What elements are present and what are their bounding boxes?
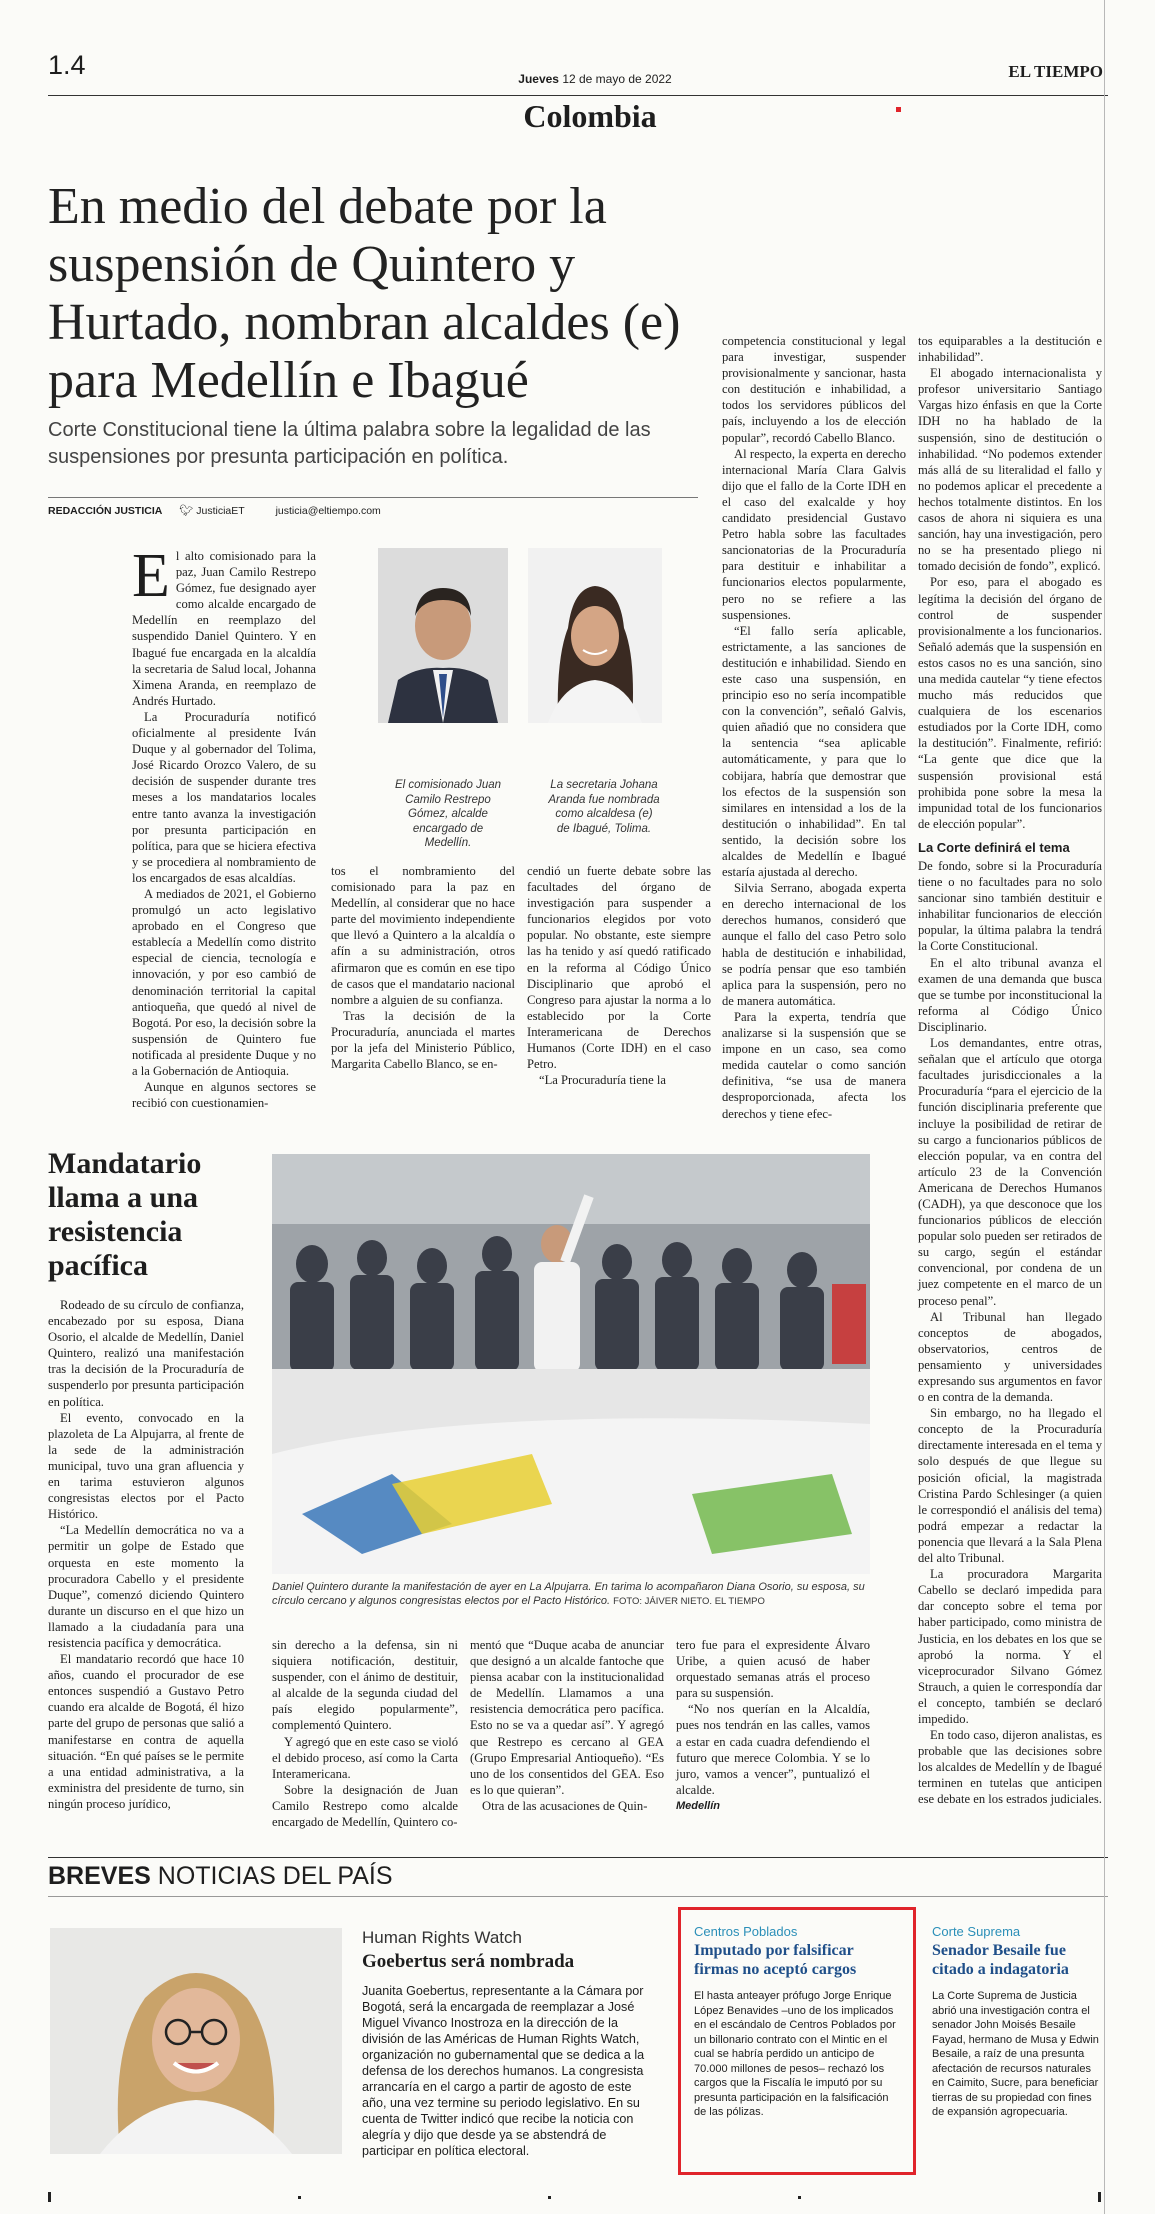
sidebar-headline: Mandatario llama a una resistencia pacífica <box>48 1147 202 1282</box>
breve-title: Senador Besaile fue citado a indagatoria <box>932 1942 1069 1978</box>
breve-title: Goebertus será nombrada <box>362 1951 575 1972</box>
photo-restrepo <box>378 548 508 723</box>
paragraph: En todo caso, dijeron analistas, es probable que las decisiones sobre los alcaldes de Medellín y de Ibagué terminen en tutelas que anticipen ese debate en los estrados judiciales. <box>918 1728 1102 1807</box>
sidebar-column-1 <box>48 1297 244 1812</box>
breve-centros-poblados <box>694 1924 900 2120</box>
page-edge-line <box>1104 0 1105 2214</box>
byline <box>48 497 698 517</box>
sidebar-column-4 <box>676 1637 870 1798</box>
section-title: Colombia <box>523 98 657 134</box>
article-column-4 <box>722 333 906 1122</box>
paragraph: En el alto tribunal avanza el examen de una demanda que busca que se tumbe por inconstitucional la reforma al Código Único Disciplinario. <box>918 955 1102 1034</box>
breves-label <box>48 1862 393 1891</box>
portrait-woman-icon <box>528 548 662 723</box>
article-column-1 <box>132 542 316 1111</box>
paragraph: mentó que “Duque acaba de anunciar que designó a un alcalde fantoche que piensa acabar con la institucionalidad de Medellín. Llamamos a una resistencia democrática pero pacífica. Esto no se va a quedar así”. Y agregó que Restrepo es cercano al GEA (Grupo Empresarial Antioqueño). “Es uno de los consentidos del GEA. Eso es lo que quieran”. <box>470 1638 664 1797</box>
dateline-date: 12 de mayo de 2022 <box>562 72 672 86</box>
rally-photo <box>272 1154 870 1574</box>
breve-body: Juanita Goebertus, representante a la Cámara por Bogotá, será la encargada de reemplazar a José Miguel Vivanco Inostroza en la dirección de la división de las Américas de Human Rights Watch, organización no gubernamental que se dedica a la defensa de los derechos humanos. La congresista arrancaría en el cargo a partir de agosto de este año, una vez termine su periodo legislativo. En su cuenta de Twitter indicó que recibe la noticia con alegría y dijo que desde ya se abstendrá de participar en política electoral. <box>362 1984 645 2158</box>
portrait-man-icon <box>378 548 508 723</box>
newspaper-brand: EL TIEMPO <box>1008 62 1103 81</box>
subhead: La Corte definirá el tema <box>918 839 1070 855</box>
paragraph: “La Procuraduría tiene la <box>539 1073 666 1088</box>
breve-kicker: Corte Suprema <box>932 1924 1021 1939</box>
paragraph: El evento, convocado en la plazoleta de La Alpujarra, al frente de la sede de la administración municipal, tuvo una gran afluencia y en tarima estuvieron algunos congresistas electos por el Pacto Histórico. <box>48 1410 244 1522</box>
breve-kicker: Human Rights Watch <box>362 1928 522 1947</box>
paragraph: “El fallo sería aplicable, estrictamente, a las sanciones de destitución e inhabilidad. Siendo en este caso una suspensión, en principio eso no sería incompatible con la convención”, señaló Galvis, quien añadió que no considera que la sentencia “sea aplicable automáticamente, y para que lo cobijara, habría que demostrar que los efectos de la suspensión son similares en intensidad a los de la destitución o inhabilidad”. En tal sentido, la decisión sobre los alcaldes de Medellín e Ibagué estaría ajustada al derecho. <box>722 623 906 880</box>
paragraph: tero fue para el expresidente Álvaro Uribe, a quien acusó de haber orquestado semanas atrás el proceso para su suspensión. <box>676 1638 870 1701</box>
paragraph: Tras la decisión de la Procuraduría, anunciada el martes por la jefa del Ministerio Público, Margarita Cabello Blanco, se en- <box>331 1008 515 1072</box>
paragraph: Aunque en algunos sectores se recibió con cuestionamien- <box>132 1080 316 1111</box>
paragraph: tos equiparables a la destitución e inhabilidad”. <box>918 334 1102 365</box>
paragraph: Al Tribunal han llegado conceptos de abogados, observatorios, centros de pensamiento y universidades expresando sus argumentos en favor o en contra de la demanda. <box>918 1309 1102 1405</box>
portrait-woman-glasses-icon <box>50 1928 342 2154</box>
page-number: 1.4 <box>48 50 86 80</box>
sidebar-column-3 <box>470 1637 664 1814</box>
paragraph: tos el nombramiento del comisionado para la paz en Medellín, al considerar que no hace parte del movimiento independiente que llevó a Quintero a la alcaldía o afín a su administración, otros afirmaron que es común en ese tipo de casos que el mandatario nacional nombre a alguien de su confianza. <box>331 864 515 1007</box>
photo-caption-restrepo: El comisionado Juan Camilo Restrepo Gómez, alcalde encargado de Medellín. <box>394 779 502 849</box>
paragraph: De fondo, sobre si la Procuraduría tiene o no facultades para no solo sancionar sino también destituir e inhabilitar funcionarios de elección popular, la última palabra la tendrá la Corte Constitucional. <box>918 859 1102 954</box>
paragraph: “No nos querían en la Alcaldía, pues nos tendrán en las calles, vamos a estar en cada cuadra defendiendo el futuro que merece Colombia. Y se lo juro, vamos a vencer”, puntualizó el alcalde. <box>676 1702 870 1797</box>
breve-body: El hasta anteayer prófugo Jorge Enrique López Benavides –uno de los implicados en el escándalo de Centros Poblados por un billonario contrato con el Mintic en el cual se habría perdido un anticipo de 70.000 millones de pesos– rechazó los cargos que la Fiscalía le imputó por su presunta participación en la falsificación de las pólizas. <box>694 1990 896 2118</box>
byline-author: REDACCIÓN JUSTICIA <box>48 505 163 517</box>
paragraph: Rodeado de su círculo de confianza, encabezado por su esposa, Diana Osorio, el alcalde de Medellín, Daniel Quintero, realizó una manifestación tras la decisión de la Procuraduría de suspenderlo por presunta participación en política. <box>48 1298 244 1409</box>
twitter-bird-icon: 🐦︎ <box>179 505 194 517</box>
red-marker <box>896 107 901 112</box>
breves-label-bold: BREVES <box>48 1862 151 1890</box>
paragraph: Al respecto, la experta en derecho internacional María Clara Galvis dijo que el fallo de la Corte IDH en el caso del exalcalde y hoy candidato presidencial Gustavo Petro habla sobre las facultades sancionatorias de la Procuraduría para destituir e inhabilitar a funcionarios electos popularmente, pero no se refiere a las suspensiones. <box>722 446 906 622</box>
paragraph: El abogado internacionalista y profesor universitario Santiago Vargas hizo énfasis en que la Corte IDH no ha hablado de la suspensión, sino de destitución o inhabilidad. “No podemos extender más allá de su literalidad el fallo y no podemos aplicar el precedente a hechos totalmente distintos. En los casos de ahora ni siquiera es una sanción, hay una investigación, pero no se ha presentado pliego ni tomado decisión de fondo”, explicó. <box>918 366 1102 574</box>
sidebar-dateline: Medellín <box>676 1800 721 1812</box>
breve-title: Imputado por falsificar firmas no aceptó cargos <box>694 1942 857 1978</box>
breves-underline <box>48 1896 1108 1897</box>
dateline <box>480 72 710 86</box>
paragraph: l alto comisionado para la paz, Juan Camilo Restrepo Gómez, fue designado ayer como alcalde encargado de Medellín en reemplazo del suspendido Daniel Quintero. Y en Ibagué fue encargada en la alcaldía la secretaria de Salud local, Johanna Ximena Aranda, en reemplazo de Andrés Hurtado. <box>132 549 316 708</box>
twitter-handle-text: JusticiaET <box>196 505 245 517</box>
paragraph: La Procuraduría notificó oficialmente al presidente Iván Duque y al gobernador del Tolima, José Ricardo Orozco Valero, de su decisión de suspender durante tres meses a los mandatarios locales entre tanto avanza la investigación por presunta participación en política, para que se hiciera efectiva y se procediera al nombramiento de los encargados de esas alcaldías. <box>132 709 316 885</box>
caption-text: Daniel Quintero durante la manifestación de ayer en La Alpujarra. En tarima lo acompañaron Diana Osorio, su esposa, su círculo cercano y algunos congresistas electos por el Pacto Histórico. <box>272 1581 865 1607</box>
paragraph: Y agregó que en este caso se violó el debido proceso, así como la Carta Interamericana. <box>272 1734 458 1781</box>
main-headline: En medio del debate por la suspensión de Quintero y Hurtado, nombran alcaldes (e) para Medellín e Ibagué <box>48 178 681 409</box>
breve-corte-suprema <box>932 1924 1102 2120</box>
paragraph: Por eso, para el abogado es legítima la decisión del órgano de control de suspender provisionalmente a los funcionarios. Señaló además que la suspensión en estos casos no es una sanción, sino una medida cautelar “y tiene efectos mucho más reducidos que cualquiera de los escenarios estudiados por la Corte IDH, como la destitución”. Finalmente, refirió: “La gente que dice que la suspensión provisional está prohibida pone sobre la mesa la impunidad total de los funcionarios de elección popular”. <box>918 575 1102 831</box>
paragraph: “La Medellín democrática no va a permitir un golpe de Estado que orquesta en este momento la procuradora Cabello y el presidente Duque”, comenzó diciendo Quintero durante un discurso en el que hizo un llamado a la ciudadanía para una resistencia pacífica y democrática. <box>48 1523 244 1650</box>
paragraph: Silvia Serrano, abogada experta en derecho internacional de los derechos humanos, consideró que aunque el fallo del caso Petro solo habla de destitución e inhabilidad, se podría pensar que eso también aplica para la suspensión, pero no de manera automática. <box>722 881 906 1008</box>
rally-photo-caption <box>272 1580 870 1609</box>
photo-caption-aranda: La secretaria Johana Aranda fue nombrada como alcaldesa (e) de Ibagué, Tolima. <box>548 779 660 835</box>
breves-label-light: NOTICIAS DEL PAÍS <box>157 1862 393 1890</box>
article-column-5 <box>918 333 1102 1808</box>
paragraph: cendió un fuerte debate sobre las facultades del órgano de investigación para suspender a funcionarios elegidos por voto popular. No obstante, este siempre las ha tenido y así quedó ratificado en la reforma al Código Único Disciplinario que aprobó el Congreso para ajustar la norma a lo establecido por la Corte Interamericana de Derechos Humanos (Corte IDH) en el caso Petro. <box>527 864 711 1072</box>
paragraph: Sobre la designación de Juan Camilo Restrepo como alcalde encargado de Medellín, Quintero co- <box>272 1782 458 1830</box>
paragraph: A mediados de 2021, el Gobierno promulgó un acto legislativo aprobado en el Congreso que establecía a Medellín como distrito especial de ciencia, tecnología e innovación, y por eso cambió de denominación territorial la capital antioqueña, que quedó al nivel de Bogotá. Por eso, la decisión sobre la suspensión de Quintero fue notificada al presidente Duque y no a la Gobernación de Antioquia. <box>132 886 316 1078</box>
breve-goebertus <box>362 1928 658 2159</box>
deck: Corte Constitucional tiene la última palabra sobre la legalidad de las suspensiones por presunta participación en política. <box>48 419 651 468</box>
article-column-3 <box>527 863 711 1088</box>
paragraph: La procuradora Margarita Cabello se declaró impedida para dar concepto sobre el tema por haber participado, como ministra de Justicia, en los debates en los que se aprobó la norma. Y el viceprocurador Silvano Gómez Strauch, a quien le correspondía dar el concepto, también se declaró impedido. <box>918 1567 1102 1726</box>
paragraph: El mandatario recordó que hace 10 años, cuando el procurador de ese entonces suspendió a Gustavo Petro cuando era alcalde de Bogotá, él hizo parte del grupo de personas que salió a manifestarse en contra de aquella situación. “En qué países se le permite a una entidad administrativa, a la exministra del presidente de turno, sin ningún proceso jurídico, <box>48 1652 244 1811</box>
dropcap: E <box>132 542 170 610</box>
breve-body: La Corte Suprema de Justicia abrió una investigación contra el senador John Moisés Besaile Fayad, hermano de Musa y Edwin Besaile, a raíz de una presunta afectación de recursos naturales en Caimito, Sucre, para beneficiar tierras de su propiedad con fines de expansión agropecuaria. <box>932 1990 1099 2118</box>
photo-credit: FOTO: JÁIVER NIETO. EL TIEMPO <box>613 1596 765 1607</box>
photo-goebertus <box>50 1928 342 2154</box>
paragraph: Otra de las acusaciones de Quin- <box>482 1798 648 1813</box>
paragraph: Los demandantes, entre otras, señalan que el artículo que otorga facultades jurisdiccionales a la Procuraduría “para el ejercicio de la función disciplinaria preferente que incluye la posibilidad de retirar de su cargo a funcionarios públicos de elección popular, va en contra del artículo 23 de la Convención Americana de Derechos Humanos (CADH), ya que desconoce que los funcionarios públicos de elección popular solo pueden ser retirados de su cargo, según el estándar convencional, por condena de un juez competente en el marco de un proceso penal”. <box>918 1036 1102 1308</box>
paragraph: Para la experta, tendría que analizarse si la suspensión que se impone en un caso, sea como medida cautelar o como sanción definitiva, “se usa de manera desproporcionada, afecta los derechos y tiene efec- <box>722 1009 906 1121</box>
paragraph: competencia constitucional y legal para investigar, suspender provisionalmente y sancionar, hasta con destitución e inhabilidad, a todos los servidores públicos del país, incluyendo a los de elección popular”, recordó Cabello Blanco. <box>722 334 906 445</box>
registration-marks <box>48 2190 1108 2202</box>
sidebar-column-2 <box>272 1637 458 1830</box>
rally-crowd-icon <box>272 1154 870 1574</box>
article-column-2 <box>331 863 515 1072</box>
breves-rule <box>48 1857 1108 1858</box>
photo-aranda <box>528 548 662 723</box>
dateline-day: Jueves <box>518 72 559 86</box>
byline-email: justicia@eltiempo.com <box>275 505 381 517</box>
paragraph: Sin embargo, no ha llegado el concepto de la Procuraduría directamente interesada en el tema y solo después de que llegue su posición oficial, la magistrada Cristina Pardo Schlesinger (a quien le correspondió el análisis del tema) podrá empezar a redactar la ponencia que llevará a la Sala Plena del alto Tribunal. <box>918 1406 1102 1566</box>
header-rule <box>48 95 1108 96</box>
paragraph: sin derecho a la defensa, sin ni siquiera notificación, destituir, suspender, con el ánimo de destituir, al alcalde de la segunda ciudad del país elegido popularmente”, complementó Quintero. <box>272 1638 458 1733</box>
breve-kicker: Centros Poblados <box>694 1924 798 1939</box>
twitter-handle <box>179 505 258 517</box>
